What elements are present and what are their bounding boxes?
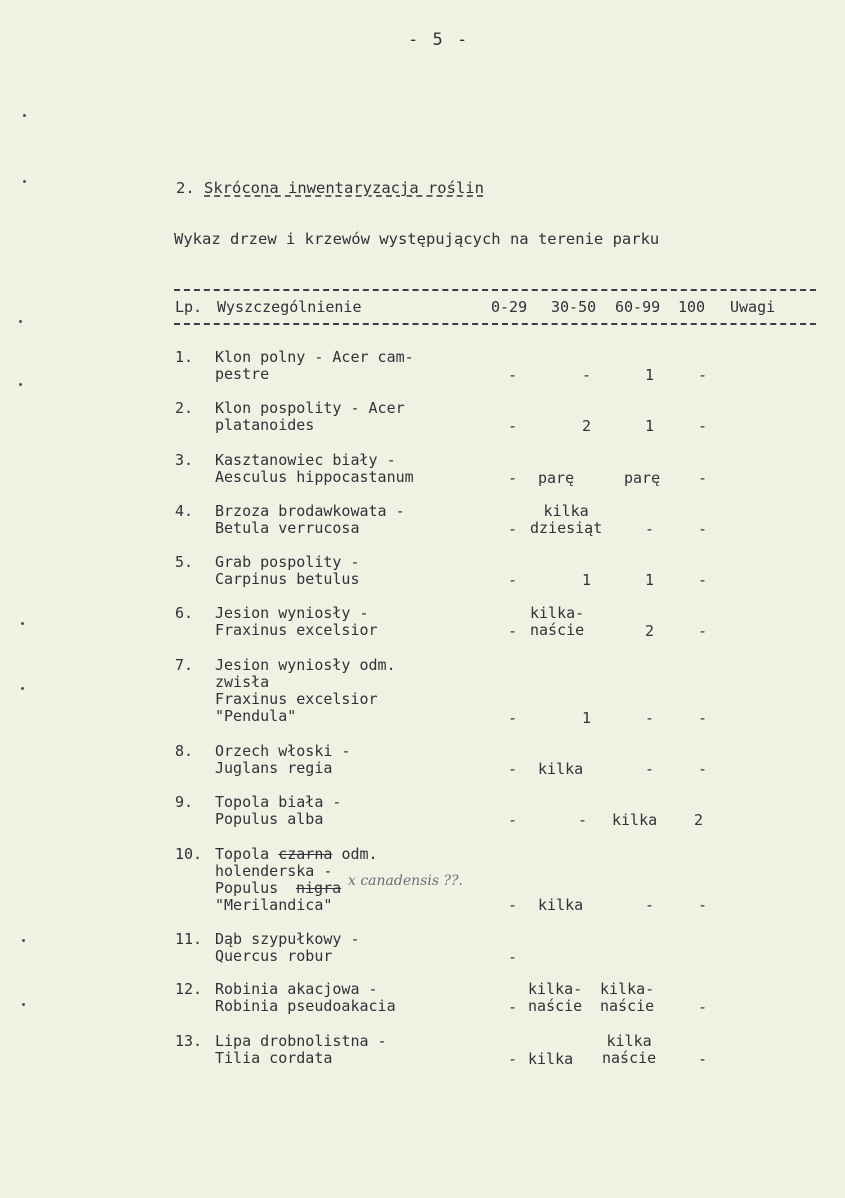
cell-60-99: 1 (645, 366, 655, 384)
cell-60-99: - (645, 896, 655, 914)
cell-0-29: - (508, 948, 518, 966)
cell-0-29: - (508, 896, 518, 914)
row-number: 9. (175, 793, 194, 811)
cell-30-50: kilka- naście (530, 604, 585, 639)
cell-0-29: - (508, 571, 518, 589)
cell-60-99: parę (624, 469, 661, 487)
cell-0-29: - (508, 811, 518, 829)
cell-100: - (698, 417, 708, 435)
binding-hole (21, 622, 24, 625)
row-number: 10. (175, 845, 203, 863)
cell-0-29: - (508, 760, 518, 778)
species-name: Klon pospolity - Acer platanoides (215, 399, 405, 434)
cell-60-99: 2 (645, 622, 655, 640)
species-name: Topola biała - Populus alba (215, 793, 342, 828)
binding-hole (19, 320, 22, 323)
species-name: Orzech włoski - Juglans regia (215, 742, 351, 777)
header-name: Wyszczególnienie (217, 298, 362, 316)
cell-30-50: 1 (582, 571, 592, 589)
species-name: Grab pospolity - Carpinus betulus (215, 553, 360, 588)
row-number: 1. (175, 348, 194, 366)
species-name: Kasztanowiec biały - Aesculus hippocastanum (215, 451, 414, 486)
cell-60-99: - (645, 709, 655, 727)
species-name: Dąb szypułkowy - Quercus robur (215, 930, 360, 965)
header-divider-top (174, 289, 816, 291)
binding-hole (19, 383, 22, 386)
row-number: 2. (175, 399, 194, 417)
cell-60-99: kilka naście (602, 1032, 657, 1067)
species-name-strike: nigra (296, 879, 342, 897)
header-age-0-29: 0-29 (491, 298, 528, 316)
cell-0-29: - (508, 709, 518, 727)
cell-30-50: parę (538, 469, 575, 487)
row-number: 7. (175, 656, 194, 674)
binding-hole (22, 1003, 25, 1006)
cell-30-50: - (582, 366, 592, 384)
cell-100: 2 (694, 811, 704, 829)
row-number: 4. (175, 502, 194, 520)
row-number: 6. (175, 604, 194, 622)
species-name: Brzoza brodawkowata - Betula verrucosa (215, 502, 405, 537)
cell-30-50: kilka- naście (528, 980, 583, 1015)
row-number: 11. (175, 930, 203, 948)
cell-60-99: 1 (645, 571, 655, 589)
species-name: Robinia akacjowa - Robinia pseudoakacia (215, 980, 396, 1015)
header-age-30-50: 30-50 (551, 298, 597, 316)
species-name: Jesion wyniosły - Fraxinus excelsior (215, 604, 378, 639)
cell-100: - (698, 896, 708, 914)
cell-100: - (698, 469, 708, 487)
species-name: Klon polny - Acer cam- pestre (215, 348, 414, 383)
cell-60-99: kilka (612, 811, 658, 829)
cell-30-50: kilka (538, 896, 584, 914)
cell-100: - (698, 366, 708, 384)
section-number: 2. (176, 179, 195, 197)
binding-hole (23, 114, 26, 117)
row-number: 3. (175, 451, 194, 469)
cell-0-29: - (508, 469, 518, 487)
cell-0-29: - (508, 998, 518, 1016)
binding-hole (21, 687, 24, 690)
row-number: 5. (175, 553, 194, 571)
cell-100: - (698, 760, 708, 778)
cell-30-50: kilka dziesiąt (530, 502, 603, 537)
species-name-cont: holenderska - Populus (215, 862, 333, 897)
species-name: Topola czarna odm. (215, 845, 378, 863)
cell-0-29: - (508, 417, 518, 435)
section-title-text: Skrócona inwentaryzacja roślin (204, 179, 484, 197)
header-divider-bottom (174, 323, 816, 325)
header-lp: Lp. (175, 298, 203, 316)
cell-60-99: kilka- naście (600, 980, 655, 1015)
cell-0-29: - (508, 1050, 518, 1068)
species-name: Jesion wyniosły odm. zwisła Fraxinus excelsior "Pendula" (215, 656, 396, 725)
row-number: 8. (175, 742, 194, 760)
table-subtitle: Wykaz drzew i krzewów występujących na terenie parku (174, 230, 660, 248)
row-number: 13. (175, 1032, 203, 1050)
binding-hole (23, 180, 26, 183)
cell-100: - (698, 520, 708, 538)
cell-60-99: - (645, 760, 655, 778)
page-number: - 5 - (408, 30, 470, 50)
species-name-cultivar: "Merilandica" (215, 896, 333, 914)
species-name: Lipa drobnolistna - Tilia cordata (215, 1032, 387, 1067)
cell-100: - (698, 1050, 708, 1068)
cell-30-50: kilka (538, 760, 584, 778)
cell-0-29: - (508, 366, 518, 384)
cell-30-50: 2 (582, 417, 592, 435)
cell-60-99: - (645, 520, 655, 538)
cell-0-29: - (508, 520, 518, 538)
cell-100: - (698, 709, 708, 727)
cell-30-50: 1 (582, 709, 592, 727)
cell-100: - (698, 571, 708, 589)
header-age-100: 100 (678, 298, 706, 316)
header-age-60-99: 60-99 (615, 298, 661, 316)
cell-0-29: - (508, 622, 518, 640)
section-title (176, 179, 484, 197)
header-remarks: Uwagi (730, 298, 776, 316)
cell-30-50: kilka (528, 1050, 574, 1068)
row-number: 12. (175, 980, 203, 998)
binding-hole (22, 939, 25, 942)
cell-100: - (698, 998, 708, 1016)
cell-30-50: - (578, 811, 588, 829)
cell-60-99: 1 (645, 417, 655, 435)
handwritten-annotation: x canadensis ??. (348, 873, 463, 889)
cell-100: - (698, 622, 708, 640)
